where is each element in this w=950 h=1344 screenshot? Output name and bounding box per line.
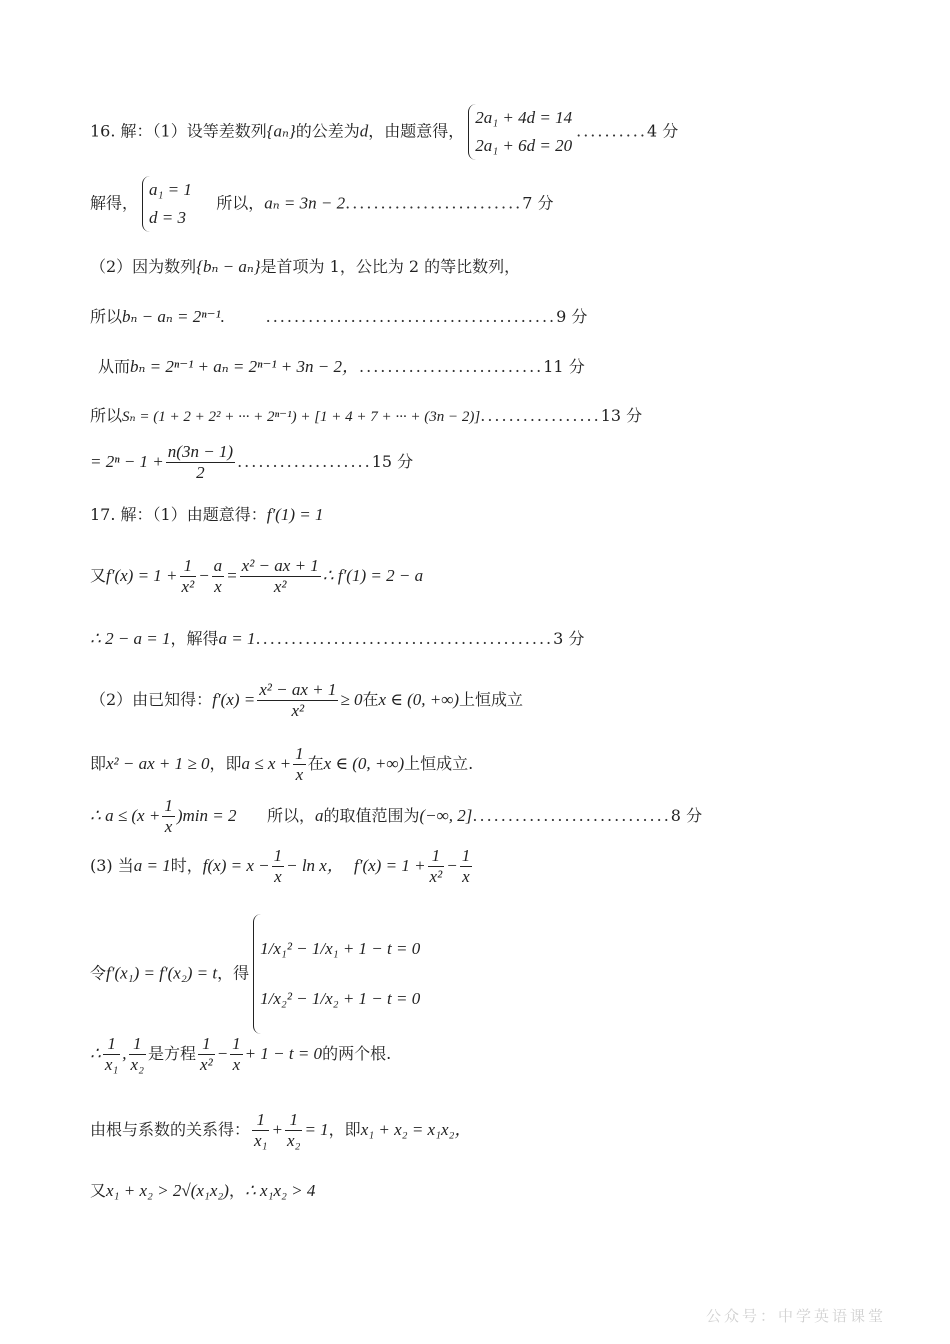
q16-line-4 bbox=[90, 306, 587, 328]
q17-l7-e: − bbox=[446, 856, 458, 875]
q17-l10-b: x₁ + x₂ = x₁x₂， bbox=[360, 1120, 472, 1139]
q17-l7-prefix: (3) 当 bbox=[90, 856, 134, 875]
q17-l5-f-num: 1 bbox=[295, 744, 304, 763]
q17-l9-b: − bbox=[216, 1044, 229, 1063]
q16-sys1-eq2: 2a₁ + 6d = 20 bbox=[475, 136, 573, 155]
q17-l4-c: x ∈ (0, +∞) bbox=[378, 690, 460, 709]
q16-line-3 bbox=[90, 256, 520, 278]
q17-l3-text: ，解得 bbox=[170, 629, 219, 648]
q17-l9-f3-den: x² bbox=[200, 1055, 213, 1074]
q16-sys2-eq1: a₁ = 1 bbox=[149, 180, 192, 199]
q16-l4-dots: ......................................... bbox=[265, 307, 557, 326]
q17-l5-prefix: 即 bbox=[90, 754, 107, 773]
q17-l5-a: x² − ax + 1 ≥ 0 bbox=[106, 754, 210, 773]
q17-l4-f-num: x² − ax + 1 bbox=[259, 680, 337, 699]
q16-system-1 bbox=[468, 104, 572, 160]
q16-l6-formula: Sₙ = (1 + 2 + 2² + ··· + 2ⁿ⁻¹) + [1 + 4 + 7 + ··· + (3n − 2)] bbox=[122, 409, 481, 425]
q16-l1-d: d bbox=[359, 121, 369, 141]
q17-l7-d: f′(x) = 1 + bbox=[354, 856, 426, 875]
q17-line-8 bbox=[90, 914, 424, 1034]
q17-l7-b: f(x) = x − bbox=[202, 856, 270, 875]
q17-l3-score: 3 分 bbox=[553, 629, 585, 648]
q16-line-1 bbox=[90, 104, 678, 160]
q16-l5-score: 11 分 bbox=[543, 357, 585, 376]
q17-l2-f1-den: x² bbox=[181, 577, 195, 596]
q17-l11-b: ∴ x₁x₂ > 4 bbox=[244, 1181, 316, 1200]
q16-line-6 bbox=[90, 405, 642, 428]
q17-l7-a: a = 1 bbox=[133, 856, 171, 875]
q16-system-2 bbox=[142, 176, 192, 232]
q16-l4-score: 9 分 bbox=[556, 307, 588, 326]
q17-l6-frac bbox=[162, 796, 175, 837]
q17-line-4 bbox=[90, 680, 523, 721]
q16-line-5 bbox=[98, 356, 585, 378]
q16-sys1-eq1: 2a₁ + 4d = 14 bbox=[475, 108, 573, 127]
q16-l1-mid: 的公差为 bbox=[295, 121, 360, 141]
q16-l4-formula: bₙ − aₙ = 2ⁿ⁻¹. bbox=[122, 307, 225, 326]
q17-l8-prefix: 令 bbox=[90, 963, 107, 983]
q17-l2-f3-num: x² − ax + 1 bbox=[241, 556, 319, 575]
q17-l10-plus: + bbox=[271, 1120, 283, 1139]
q17-l4-b: ≥ 0 bbox=[340, 690, 363, 709]
q17-line-3 bbox=[90, 628, 584, 650]
q17-l10-f2-num: 1 bbox=[285, 1110, 302, 1131]
q17-l6-score: 8 分 bbox=[670, 806, 703, 825]
q16-l1-suffix: ，由题意得， bbox=[368, 121, 465, 141]
q17-l4-prefix: （2）由已知得： bbox=[90, 690, 213, 709]
q16-l2-prefix: 解得， bbox=[90, 193, 139, 213]
q17-l6-dots: ............................ bbox=[472, 806, 671, 825]
q17-l6-f-den: x bbox=[164, 817, 173, 836]
q17-l4-a: f′(x) = bbox=[212, 690, 256, 709]
q17-l9-a: ∴ bbox=[90, 1044, 101, 1063]
q16-l6-dots: ................. bbox=[480, 406, 601, 425]
q17-l2-f1-num: 1 bbox=[180, 556, 197, 577]
q16-l5-prefix: 从而 bbox=[98, 357, 131, 376]
q16-l5-formula: bₙ = 2ⁿ⁻¹ + aₙ = 2ⁿ⁻¹ + 3n − 2， bbox=[130, 357, 360, 376]
q17-l9-f1-den: x₁ bbox=[104, 1055, 119, 1074]
q17-l4-suffix: 上恒成立 bbox=[459, 690, 524, 709]
q17-l10-prefix: 由根与系数的关系得： bbox=[90, 1120, 251, 1139]
q17-sys-eq1: 1/x₁² − 1/x₁ + 1 − t = 0 bbox=[260, 939, 421, 958]
q17-line-1 bbox=[90, 504, 323, 526]
q16-l1-score: 4 分 bbox=[646, 121, 679, 141]
q17-l2-a: f′(x) = 1 + bbox=[106, 566, 178, 585]
q17-l4-f-den: x² bbox=[291, 701, 305, 720]
q17-l3-b: a = 1 bbox=[218, 629, 256, 648]
q17-l10-a: = 1 bbox=[304, 1120, 329, 1139]
q16-line-7 bbox=[90, 442, 413, 483]
q17-line-7 bbox=[90, 846, 474, 887]
q17-l7-mid: 时， bbox=[170, 856, 203, 875]
q17-l6-d: (−∞, 2] bbox=[419, 806, 473, 825]
q17-l9-suffix: 的两个根. bbox=[322, 1044, 392, 1063]
q17-l6-c: a bbox=[315, 806, 324, 825]
q17-sys-eq2: 1/x₂² − 1/x₂ + 1 − t = 0 bbox=[260, 989, 421, 1008]
q16-l7-formula: = 2ⁿ − 1 + bbox=[90, 452, 164, 471]
q17-l9-f4-den: x bbox=[232, 1055, 241, 1074]
q16-l7-fraction bbox=[166, 442, 235, 483]
q16-l4-prefix: 所以 bbox=[90, 307, 123, 326]
q17-system bbox=[253, 914, 420, 1034]
q17-l2-f3-den: x² bbox=[273, 577, 287, 596]
q17-l3-a: ∴ 2 − a = 1 bbox=[90, 629, 171, 648]
q16-l2-dots: ......................... bbox=[345, 193, 523, 213]
q16-l7-score: 15 分 bbox=[371, 452, 414, 471]
q17-l2-c: = bbox=[226, 566, 238, 585]
q17-l7-f3-num: 1 bbox=[461, 846, 471, 865]
q17-l5-frac bbox=[293, 744, 306, 785]
q16-l2-mid: 所以， bbox=[216, 193, 265, 213]
q17-l6-mid: 所以， bbox=[266, 806, 315, 825]
q16-l7-dots: ................... bbox=[237, 452, 372, 471]
q17-l2-f2-num: a bbox=[213, 556, 223, 575]
q16-l6-prefix: 所以 bbox=[90, 406, 123, 425]
q17-line-2 bbox=[90, 556, 423, 597]
q17-l2-frac1 bbox=[180, 556, 197, 597]
q17-l9-frac4 bbox=[230, 1034, 243, 1075]
q17-l5-f-den: x bbox=[295, 765, 304, 784]
q17-l3-dots: .......................................... bbox=[255, 629, 554, 648]
q17-l5-in: 在 bbox=[307, 754, 324, 773]
q17-line-9 bbox=[90, 1034, 391, 1075]
q17-l9-frac1 bbox=[103, 1034, 120, 1075]
q17-l5-suffix: 上恒成立. bbox=[404, 754, 474, 773]
q17-l6-text: 的取值范围为 bbox=[323, 806, 420, 825]
q17-line-10 bbox=[90, 1110, 471, 1151]
q16-l3-suffix: 是首项为 1，公比为 2 的等比数列， bbox=[260, 257, 521, 276]
q16-l2-formula: aₙ = 3n − 2 bbox=[264, 193, 346, 213]
q17-l5-c: x ∈ (0, +∞) bbox=[323, 754, 405, 773]
q16-l7-den: 2 bbox=[196, 463, 205, 482]
q17-l2-b: − bbox=[198, 566, 210, 585]
q17-l7-frac1 bbox=[272, 846, 285, 887]
q17-l1-prefix: 17. 解：（1）由题意得： bbox=[90, 505, 267, 524]
q17-l9-frac2 bbox=[129, 1034, 146, 1075]
q17-l2-d: ∴ f′(1) = 2 − a bbox=[322, 566, 424, 585]
q17-l9-f4-num: 1 bbox=[232, 1034, 241, 1053]
q17-l6-b: )min = 2 bbox=[176, 806, 237, 825]
q17-l11-mid: ， bbox=[228, 1181, 245, 1200]
q16-l2-score: 7 分 bbox=[522, 193, 554, 213]
q17-l7-f1-den: x bbox=[274, 867, 282, 886]
q17-l9-f2-num: 1 bbox=[129, 1034, 146, 1055]
q17-l9-f2-den: x₂ bbox=[130, 1055, 145, 1074]
q16-l1-prefix: 16. 解：（1）设等差数列 bbox=[90, 121, 267, 141]
q17-l2-prefix: 又 bbox=[90, 566, 107, 585]
q17-l8-a: f′(x₁) = f′(x₂) = t bbox=[106, 963, 218, 983]
q17-l2-frac3 bbox=[240, 556, 321, 597]
q16-sys2-eq2: d = 3 bbox=[149, 208, 186, 227]
q17-l10-mid: ，即 bbox=[328, 1120, 361, 1139]
watermark: 公众号：中学英语课堂 bbox=[705, 1307, 886, 1325]
q17-l7-frac3 bbox=[460, 846, 473, 887]
q17-l7-f2-den: x² bbox=[429, 867, 443, 886]
q17-l2-frac2 bbox=[212, 556, 225, 597]
q16-l3-seq: {bₙ − aₙ} bbox=[196, 257, 261, 276]
q17-l11-prefix: 又 bbox=[90, 1181, 107, 1200]
q16-l5-dots: .......................... bbox=[359, 357, 544, 376]
q16-l1-seq: {aₙ} bbox=[266, 121, 296, 141]
q17-l4-in: 在 bbox=[362, 690, 379, 709]
q17-l6-f-num: 1 bbox=[164, 796, 173, 815]
q17-l5-b: a ≤ x + bbox=[241, 754, 292, 773]
q17-l9-text: 是方程 bbox=[148, 1044, 197, 1063]
q17-l7-f2-num: 1 bbox=[428, 846, 445, 867]
q17-l9-f3-num: 1 bbox=[198, 1034, 215, 1055]
q16-l6-score: 13 分 bbox=[600, 406, 643, 425]
q17-l4-frac bbox=[257, 680, 338, 721]
q17-l1-formula: f′(1) = 1 bbox=[266, 505, 324, 524]
q17-l10-frac2 bbox=[285, 1110, 302, 1151]
q17-l10-f1-num: 1 bbox=[252, 1110, 269, 1131]
q17-l9-comma: , bbox=[122, 1044, 127, 1063]
q17-l7-c: − ln x， bbox=[286, 856, 344, 875]
q16-l3-prefix: （2）因为数列 bbox=[90, 257, 197, 276]
q17-l7-frac2 bbox=[428, 846, 445, 887]
q17-l9-c: + 1 − t = 0 bbox=[244, 1044, 323, 1063]
q17-l7-f1-num: 1 bbox=[273, 846, 283, 865]
q17-line-6 bbox=[90, 796, 702, 837]
q17-l5-mid: ，即 bbox=[209, 754, 242, 773]
q17-l10-f1-den: x₁ bbox=[254, 1131, 268, 1150]
q16-l1-dots: .......... bbox=[576, 121, 647, 141]
q17-l11-a: x₁ + x₂ > 2√(x₁x₂) bbox=[106, 1181, 229, 1200]
q17-line-5 bbox=[90, 744, 473, 785]
q17-l7-f3-den: x bbox=[462, 867, 470, 886]
q17-l6-a: ∴ a ≤ (x + bbox=[90, 806, 161, 825]
q17-line-11 bbox=[90, 1180, 315, 1202]
q17-l10-frac1 bbox=[252, 1110, 269, 1151]
q17-l2-f2-den: x bbox=[214, 577, 222, 596]
q16-l7-num: n(3n − 1) bbox=[167, 442, 234, 461]
q17-l9-f1-num: 1 bbox=[103, 1034, 120, 1055]
q17-l8-mid: ，得 bbox=[217, 963, 250, 983]
q17-l10-f2-den: x₂ bbox=[286, 1131, 301, 1150]
q16-line-2 bbox=[90, 176, 554, 232]
q17-l9-frac3 bbox=[198, 1034, 215, 1075]
